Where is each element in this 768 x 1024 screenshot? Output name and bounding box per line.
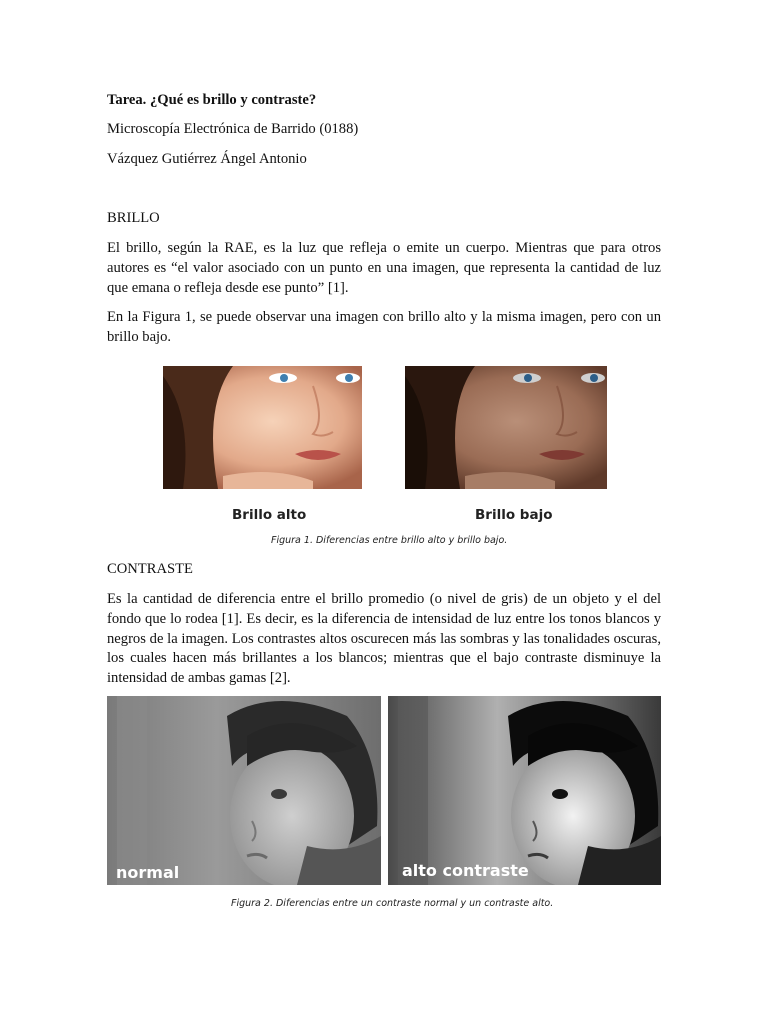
figure2-caption: Figura 2. Diferencias entre un contraste normal y un contraste alto. (231, 898, 554, 909)
section-heading-contraste: CONTRASTE (107, 561, 193, 577)
brillo-paragraph-2: En la Figura 1, se puede observar una imagen con brillo alto y la misma imagen, pero con un brillo bajo. (107, 309, 661, 345)
contraste-paragraph-1: Es la cantidad de diferencia entre el brillo promedio (o nivel de gris) de un objeto y el del fondo que lo rodea [1]. Es decir, es la diferencia de intensidad de luz entre los tonos blancos y negros de la imagen. Los contrastes altos oscurecen más las sombras y las tonalidades oscuras, los cuales hacen más brillantes a los blancos; mientras que el bajo contraste disminuye la intensidad de ambas gamas [2]. (107, 591, 661, 687)
figure2-image-high-contrast (388, 696, 661, 885)
brillo-paragraph-1: El brillo, según la RAE, es la luz que refleja o emite un cuerpo. Mientras que para otros autores es “el valor asociado con un punto en una imagen, que representa la cantidad de luz que emana o refleja desde ese punto” [1]. (107, 240, 661, 296)
figure1-caption: Figura 1. Diferencias entre brillo alto y brillo bajo. (271, 535, 508, 546)
figure2-image-normal (107, 696, 381, 885)
figure1-image-dark (405, 366, 607, 489)
figure2-label-high-contrast: alto contraste (402, 861, 529, 880)
figure1-label-bright: Brillo alto (232, 507, 307, 523)
figure1-label-dark: Brillo bajo (475, 507, 553, 523)
figure1-image-bright (163, 366, 362, 489)
figure2-label-normal: normal (116, 863, 180, 882)
author-name: Vázquez Gutiérrez Ángel Antonio (107, 151, 307, 167)
section-heading-brillo: BRILLO (107, 210, 160, 226)
course-name: Microscopía Electrónica de Barrido (0188) (107, 121, 359, 137)
document-title: Tarea. ¿Qué es brillo y contraste? (107, 92, 317, 108)
